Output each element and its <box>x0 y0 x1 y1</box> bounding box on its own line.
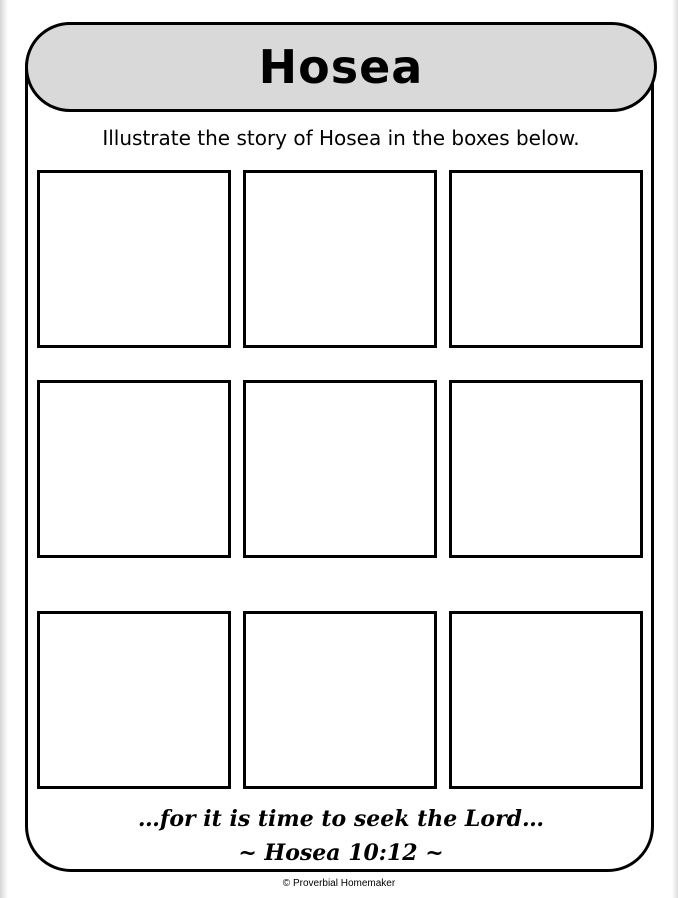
page-title: Hosea <box>258 40 424 94</box>
scripture-quote: …for it is time to seek the Lord… <box>137 806 545 832</box>
illustration-box-3 <box>449 170 643 348</box>
illustration-box-8 <box>243 611 437 789</box>
scripture-reference: ~ Hosea 10:12 ~ <box>238 840 444 866</box>
illustration-box-5 <box>243 380 437 558</box>
copyright-notice: © Proverbial Homemaker <box>282 878 396 889</box>
title-banner <box>25 22 657 112</box>
illustration-box-7 <box>37 611 231 789</box>
illustration-box-6 <box>449 380 643 558</box>
illustration-box-9 <box>449 611 643 789</box>
instructions-text: Illustrate the story of Hosea in the boxes below. <box>102 126 580 150</box>
illustration-box-4 <box>37 380 231 558</box>
page-edge-shadow-right <box>672 0 678 898</box>
illustration-box-2 <box>243 170 437 348</box>
page-edge-shadow-left <box>0 0 8 898</box>
illustration-box-1 <box>37 170 231 348</box>
